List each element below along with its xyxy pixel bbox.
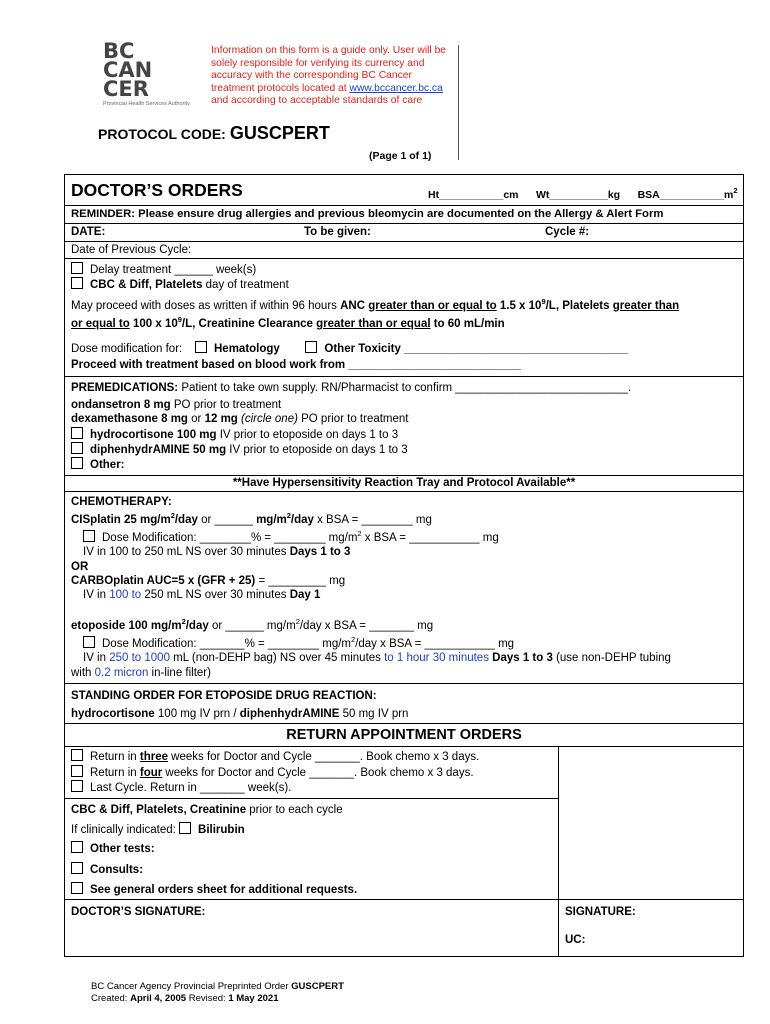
text: dexamethasone 8 mg [71,413,188,426]
text: PO prior to treatment [297,413,409,426]
to-be-given-field[interactable]: To be given: [304,226,371,238]
text: hydrocortisone [71,708,155,721]
disclaimer-line: Information on this form is a guide only. User will be [211,45,447,56]
text: April 4, 2005 [130,993,187,1004]
ondansetron-line [65,398,743,412]
text: CISplatin 25 mg/m [71,513,171,526]
other-toxicity-label: Other Toxicity ___________________________________ [324,343,628,356]
text: Days 1 to 3 [488,652,553,665]
doctor-orders-title: DOCTOR’S ORDERS [71,180,243,200]
carboplatin-line [65,574,743,588]
cisplatin-iv [65,545,743,559]
delay-treatment-label: Delay treatment ______ week(s) [90,264,257,276]
page-number: (Page 1 of 1) [369,150,432,162]
text: (circle one) [237,413,298,426]
text: IV prior to etoposide on days 1 to 3 [226,443,408,456]
disclaimer-line [211,83,451,96]
general-orders[interactable] [65,882,558,897]
return-options [65,747,559,898]
text: If clinically indicated: [71,823,180,836]
bccancer-link[interactable]: www.bccancer.bc.ca [349,82,443,94]
text: (use non-DEHP tubing [552,652,671,665]
disclaimer-line: accuracy with the corresponding BC Cancer [211,70,412,82]
text: prior to each cycle [246,804,343,817]
text: Days 1 to 3 [289,546,351,559]
return-labs [65,799,558,898]
text: to 60 mL/min [430,317,505,330]
protocol-code-value: GUSCPERT [229,123,330,143]
text: with [71,666,95,679]
bilirubin-checkbox[interactable] [179,822,191,834]
etoposide-dose-mod[interactable] [65,633,743,651]
disclaimer [211,45,451,108]
other-premed-checkbox[interactable] [71,457,83,469]
etoposide-iv-filter [65,666,743,680]
cbc-checkbox[interactable] [71,277,83,289]
text: diphenhydrAMINE [239,708,340,721]
cbc-label-bold: CBC & Diff, Platelets [90,279,203,292]
text: in-line filter) [148,666,211,679]
text: /day x BSA = _______ mg [299,619,434,632]
text: CARBOplatin AUC=5 x (GFR + 25) [71,575,256,588]
premeds-title: PREMEDICATIONS: [71,381,179,394]
etoposide-dose-mod-checkbox[interactable] [83,636,95,648]
delay-treatment-checkbox[interactable] [71,262,83,274]
text: or equal to [71,317,130,330]
signature-box[interactable] [559,900,743,956]
text: to 1 hour 30 minutes [384,652,489,665]
etoposide-iv [65,651,743,665]
dose-modification-label: Dose modification for: [71,343,183,356]
text: /L, Platelets [545,299,613,312]
clinically-indicated [65,822,558,837]
logo-text-cer: CER [103,77,149,101]
doctor-orders-header [65,175,743,206]
uc-label: UC: [565,934,586,947]
text: greater than [612,299,680,312]
text: 100 to [109,589,142,602]
footer-line1 [91,981,344,993]
footer-line2 [91,993,344,1005]
consults-checkbox[interactable] [71,862,83,874]
text: diphenhydrAMINE 50 mg [90,443,227,456]
etoposide-line [65,615,743,633]
weight-field[interactable]: Wt__________kg [536,189,621,201]
text: CBC & Diff, Platelets, Creatinine [71,804,247,817]
text: 250 to 1000 [109,652,170,665]
chemotherapy-section [65,492,743,684]
text: or ______ mg/m [208,619,296,632]
hematology-label: Hematology [214,343,280,356]
return-four-weeks-checkbox[interactable] [71,765,83,777]
proceed-criteria-line1 [65,295,743,313]
text: PO prior to treatment [170,399,282,412]
reminder-row [65,206,743,224]
header-divider [458,45,459,160]
return-appointments-section [65,747,743,899]
previous-cycle-row [65,242,743,259]
delay-section [65,259,743,377]
proceed-criteria-line2 [65,313,743,331]
signature-section [65,900,743,956]
last-cycle-checkbox[interactable] [71,780,83,792]
dose-modification-line [65,341,743,356]
cycle-number-field[interactable]: Cycle #: [545,226,590,238]
disclaimer-line: and according to acceptable standards of care [211,95,423,107]
standing-order-text [65,707,743,721]
other-tests-checkbox[interactable] [71,841,83,853]
text: hydrocortisone 100 mg [90,428,217,441]
logo-text-bc: BC [103,39,135,63]
height-field[interactable]: Ht___________cm [428,189,519,201]
text: 100 x 10 [129,317,178,330]
carboplatin-iv [65,588,743,602]
text: = _________ mg [255,575,346,588]
premedications-section [65,377,743,476]
text: 2 [181,616,186,626]
text: 1.5 x 10 [496,299,542,312]
bsa-field[interactable]: BSA___________m [637,189,734,201]
proceed-bloodwork: Proceed with treatment based on blood work from ___________________________ [71,359,521,372]
general-orders-checkbox[interactable] [71,882,83,894]
doctor-signature-label: DOCTOR’S SIGNATURE: [71,905,206,918]
premeds-header [65,381,743,395]
text: 2 [286,510,291,520]
text: 12 mg [204,413,238,426]
text: IV in [83,589,110,602]
text: BC Cancer Agency Provincial Preprinted Order [91,981,292,992]
text: four [139,766,163,779]
hydrocortisone-checkbox[interactable] [71,427,83,439]
text: weeks for Doctor and Cycle _______. Book chemo x 3 days. [162,766,474,779]
text: 2 [351,634,356,644]
date-field[interactable]: DATE: [71,226,106,238]
return-appointment-title: RETURN APPOINTMENT ORDERS [65,724,743,747]
text: /day [174,513,198,526]
hydrocortisone-item[interactable] [65,427,743,442]
text: /L, Creatinine Clearance [181,317,317,330]
doctor-signature-box[interactable] [65,900,559,956]
text: Day 1 [289,589,321,602]
text: Return in [90,751,140,764]
footer [91,981,344,1005]
text: IV in 100 to 250 mL NS over 30 minutes [83,546,290,559]
return-four-weeks[interactable] [65,765,558,780]
text: mg/m [256,513,287,526]
premeds-intro: Patient to take own supply. RN/Pharmacist to confirm ___________________________. [178,381,632,394]
return-three-weeks-checkbox[interactable] [71,749,83,761]
text: x BSA = ___________ mg [361,532,499,545]
text: etoposide 100 mg/m [71,619,182,632]
other-toxicity-checkbox[interactable] [305,341,317,353]
text: Bilirubin [198,823,245,836]
text: Last Cycle. Return in _______ week(s). [90,782,292,795]
text: 2 [295,616,300,626]
orders-form [64,174,744,957]
date-row [65,224,743,242]
protocol-code [98,123,330,144]
text: 2 [357,529,362,539]
text: /day [185,619,209,632]
text: See general orders sheet for additional requests. [90,883,358,896]
text: Revised: [186,993,229,1004]
bc-cancer-logo [103,39,199,107]
disclaimer-line: solely responsible for verifying its currency and [211,57,425,69]
consults[interactable] [65,862,558,877]
return-choices [65,747,558,799]
text: mL (non-DEHP bag) NS over 45 minutes [169,652,385,665]
text: or ______ [197,513,257,526]
logo-text-can: CAN [103,58,153,82]
diphenhydramine-item[interactable] [65,442,743,457]
text: Created: [91,993,131,1004]
text: or [187,413,205,426]
cbc-label: day of treatment [202,279,289,292]
bsa-unit-sup: 2 [733,186,738,195]
text: Other tests: [90,842,155,855]
disclaimer-text: treatment protocols located at [211,82,350,94]
chemo-title: CHEMOTHERAPY: [71,495,172,508]
measurements [428,186,738,201]
or-label: OR [71,560,89,573]
signature-label: SIGNATURE: [565,905,636,918]
text: 1 May 2021 [228,993,279,1004]
return-three-weeks[interactable] [65,749,558,764]
text: May proceed with doses as written if within 96 hours [71,299,341,312]
cbc-item[interactable] [65,277,743,292]
other-tests[interactable] [65,841,558,856]
text: Consults: [90,864,144,877]
text: x BSA = ________ mg [313,513,432,526]
text: weeks for Doctor and Cycle _______. Book chemo x 3 days. [167,751,480,764]
hematology-checkbox[interactable] [195,341,207,353]
logo-subtitle: Provincial Health Services Authority [103,101,190,107]
cbc-each-cycle [65,803,558,817]
text: /day [290,513,314,526]
protocol-code-label: PROTOCOL CODE: [98,126,226,142]
text: /day x BSA = ___________ mg [355,637,515,650]
text: 9 [541,296,546,306]
cisplatin-line [65,509,743,527]
cisplatin-dose-mod[interactable] [65,527,743,545]
last-cycle[interactable] [65,780,558,795]
text: Return in [90,766,140,779]
text: Other: [90,459,125,472]
text: 9 [177,314,182,324]
reminder-text: REMINDER: Please ensure drug allergies and previous bleomycin are documented on the Allergy & Alert Form [71,208,664,220]
text: 100 mg IV prn / [154,708,240,721]
text: IV prior to etoposide on days 1 to 3 [216,428,399,441]
delay-treatment-item[interactable] [65,262,743,277]
text: ondansetron 8 mg [71,399,171,412]
other-premed-item[interactable] [65,457,743,472]
hypersensitivity-notice: **Have Hypersensitivity Reaction Tray and Protocol Available** [65,476,743,492]
text: 0.2 micron [94,666,149,679]
cisplatin-dose-mod-checkbox[interactable] [83,530,95,542]
return-notes-area[interactable] [559,747,743,898]
text: 50 mg IV prn [339,708,409,721]
text: IV in [83,652,110,665]
text: GUSCPERT [291,981,344,992]
previous-cycle-field[interactable]: Date of Previous Cycle: [71,244,192,256]
text: Dose Modification: _______% = ________ mg/m [102,637,352,650]
text: greater than or equal to [368,299,497,312]
dexamethasone-line [65,412,743,426]
text: Dose Modification: ________% = ________ mg/m [102,532,358,545]
text: 250 mL NS over 30 minutes [141,589,290,602]
text: greater than or equal [316,317,431,330]
text: 2 [170,510,175,520]
standing-order-title: STANDING ORDER FOR ETOPOSIDE DRUG REACTION: [71,689,377,702]
standing-order-section [65,684,743,725]
text: ANC [340,299,369,312]
diphenhydramine-checkbox[interactable] [71,442,83,454]
text: three [139,751,168,764]
